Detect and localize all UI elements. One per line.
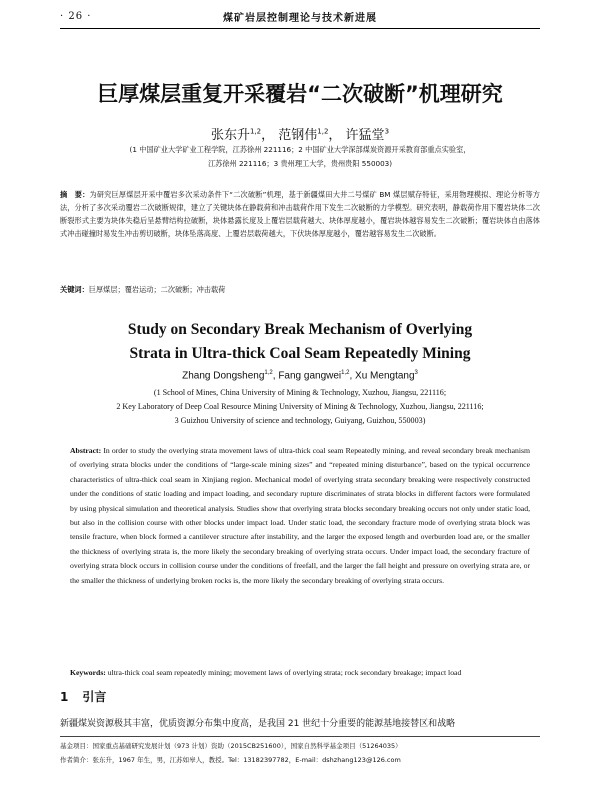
title-english	[0, 318, 600, 366]
footnote-rule	[60, 736, 540, 737]
keywords-chinese	[60, 285, 540, 295]
author-name: Fang gangwei	[278, 370, 342, 382]
author-affil-mark: 1,2	[341, 370, 350, 376]
journal-title: 煤矿岩层控制理论与技术新进展	[223, 12, 377, 24]
header-rule	[60, 28, 540, 29]
abstract-text: 为研究巨厚煤层开采中覆岩多次采动条件下“二次破断”机理，基于新疆煤田大井二号煤矿 BM 煤层赋存特征，采用物理模拟、理论分析等方法，分析了多次采动覆岩二次破断规律，建立了关键块体在静载荷和冲击载荷作用下发生二次破断的力学模型。研究表明，静载荷作用下覆岩块体二次断裂形式主要为块体失稳后呈悬臂结构拉破断，块体悬露长度及上覆岩层载荷越大、块体厚度越小，覆岩块体越容易发生二次破断；覆岩块体自由落体式冲击碰撞时易发生冲击剪切破断，块体坠落高度、上覆岩层载荷越大，下伏块体厚度越小，覆岩越容易发生二次破断。	[60, 190, 540, 239]
title-line: Study on Secondary Break Mechanism of Overlying	[127, 321, 473, 338]
body-text: 新疆煤炭资源极其丰富，优质资源分布集中度高，是我国 21 世纪十分重要的能源基地接替区和战略	[60, 719, 456, 729]
author-name: Xu Mengtang	[355, 370, 415, 382]
section-heading	[60, 688, 106, 705]
section-title: 引言	[82, 690, 107, 704]
affiliation-line: (1 中国矿业大学矿业工程学院，江苏徐州 221116；2 中国矿业大学深部煤炭资源开采教育部重点实验室，	[129, 145, 471, 154]
author-affil-mark: 1,2	[317, 127, 329, 136]
running-header	[60, 6, 540, 26]
footnote-funding: 基金项目：国家重点基础研究发展计划（973 计划）资助（2015CB251600），国家自然科学基金项目（51264035）	[60, 742, 402, 750]
affiliations-english	[60, 386, 540, 428]
keywords-label: 关键词：	[60, 285, 89, 294]
keywords-text: ultra-thick coal seam repeatedly mining; movement laws of overlying strata; rock secondary breakage; impact load	[107, 668, 462, 677]
affiliation-line: 2 Key Laboratory of Deep Coal Resource Mining University of Mining & Technology, Xuzhou, Jiangsu, 221116;	[116, 402, 484, 411]
author-name: 许猛堂	[345, 128, 385, 143]
keywords-label: Keywords:	[70, 668, 106, 677]
affiliation-line: 3 Guizhou University of science and technology, Guiyang, Guizhou, 550003)	[174, 416, 426, 425]
title-chinese: 巨厚煤层重复开采覆岩“二次破断”机理研究	[97, 82, 503, 106]
authors-english: Zhang Dongsheng$^{1,2}$, Fang gangwei$^{1,2}$, Xu Mengtang$^3$	[182, 370, 418, 382]
author-name: Zhang Dongsheng	[182, 370, 265, 382]
abstract-label: Abstract:	[70, 446, 102, 455]
author-name: 范钢伟	[278, 128, 318, 143]
page-number: · 26 ·	[60, 10, 92, 22]
abstract-chinese	[60, 188, 540, 240]
affiliation-line: (1 School of Mines, China University of Mining & Technology, Xuzhou, Jiangsu, 221116;	[153, 388, 447, 397]
footnote-author-bio: 作者简介：张东升，1967 年生，男，江苏如皋人，教授。Tel：13182397782，E-mail：dshzhang123@126.com	[60, 756, 401, 764]
author-affil-mark: 3	[384, 127, 390, 136]
affiliation-line: 江苏徐州 221116；3 贵州理工大学，贵州贵阳 550003)	[207, 159, 393, 168]
title-line: Strata in Ultra-thick Coal Seam Repeatedly Mining	[129, 345, 471, 362]
keywords-english	[70, 666, 530, 680]
author-name: 张东升	[210, 128, 250, 143]
authors-chinese: 张东升$^{1,2}$， 范钢伟$^{1,2}$， 许猛堂$^3$	[210, 127, 390, 143]
author-affil-mark: 1,2	[249, 127, 262, 136]
author-affil-mark: 1,2	[264, 370, 273, 376]
abstract-label: 摘 要：	[60, 190, 90, 199]
abstract-text: In order to study the overlying strata movement laws of ultra-thick coal seam Repeatedly mining, and reveal secondary break mechanism of overlying strata blocks under the conditions of “large-scale mining sizes” and “repeated mining disturbance”, based on the typical occurrence characteristics of ultra-thick coal seam in Xinjiang region. Mechanical model of overlying strata secondary breaking were respectively constructed under the conditions of static loading and impact loading, and secondary rupture discriminates of strata blocks in different factors were formulated by using physical simulation and theoretical analysis. Studies show that overlying strata blocks secondary breaking occurs not only under static load, but also in the collision course with other blocks under impact load. Under static load, the secondary fracture mode of overlying strata block was tensile fracture, when block formed a cantilever structure after instability, and the larger the exposed length and overburden load are, or the smaller the thickness of overlying strata is, the more likely the secondary breaking of overlying strata occurs. Under impact load, the secondary fracture of overlying strata block occurs in collision course under the conditions of freefall, and the larger the fall height and pressure on overlying strata are, or the smaller the thickness of underlying broken rocks is, the more likely the secondary breaking of overlying strata occurs.	[70, 446, 530, 585]
author-affil-mark: 3	[414, 370, 418, 376]
affiliations-chinese	[80, 143, 520, 171]
keywords-text: 巨厚煤层；覆岩运动；二次破断；冲击载荷	[88, 285, 226, 294]
abstract-english	[70, 444, 530, 588]
section-number: 1	[60, 690, 69, 704]
